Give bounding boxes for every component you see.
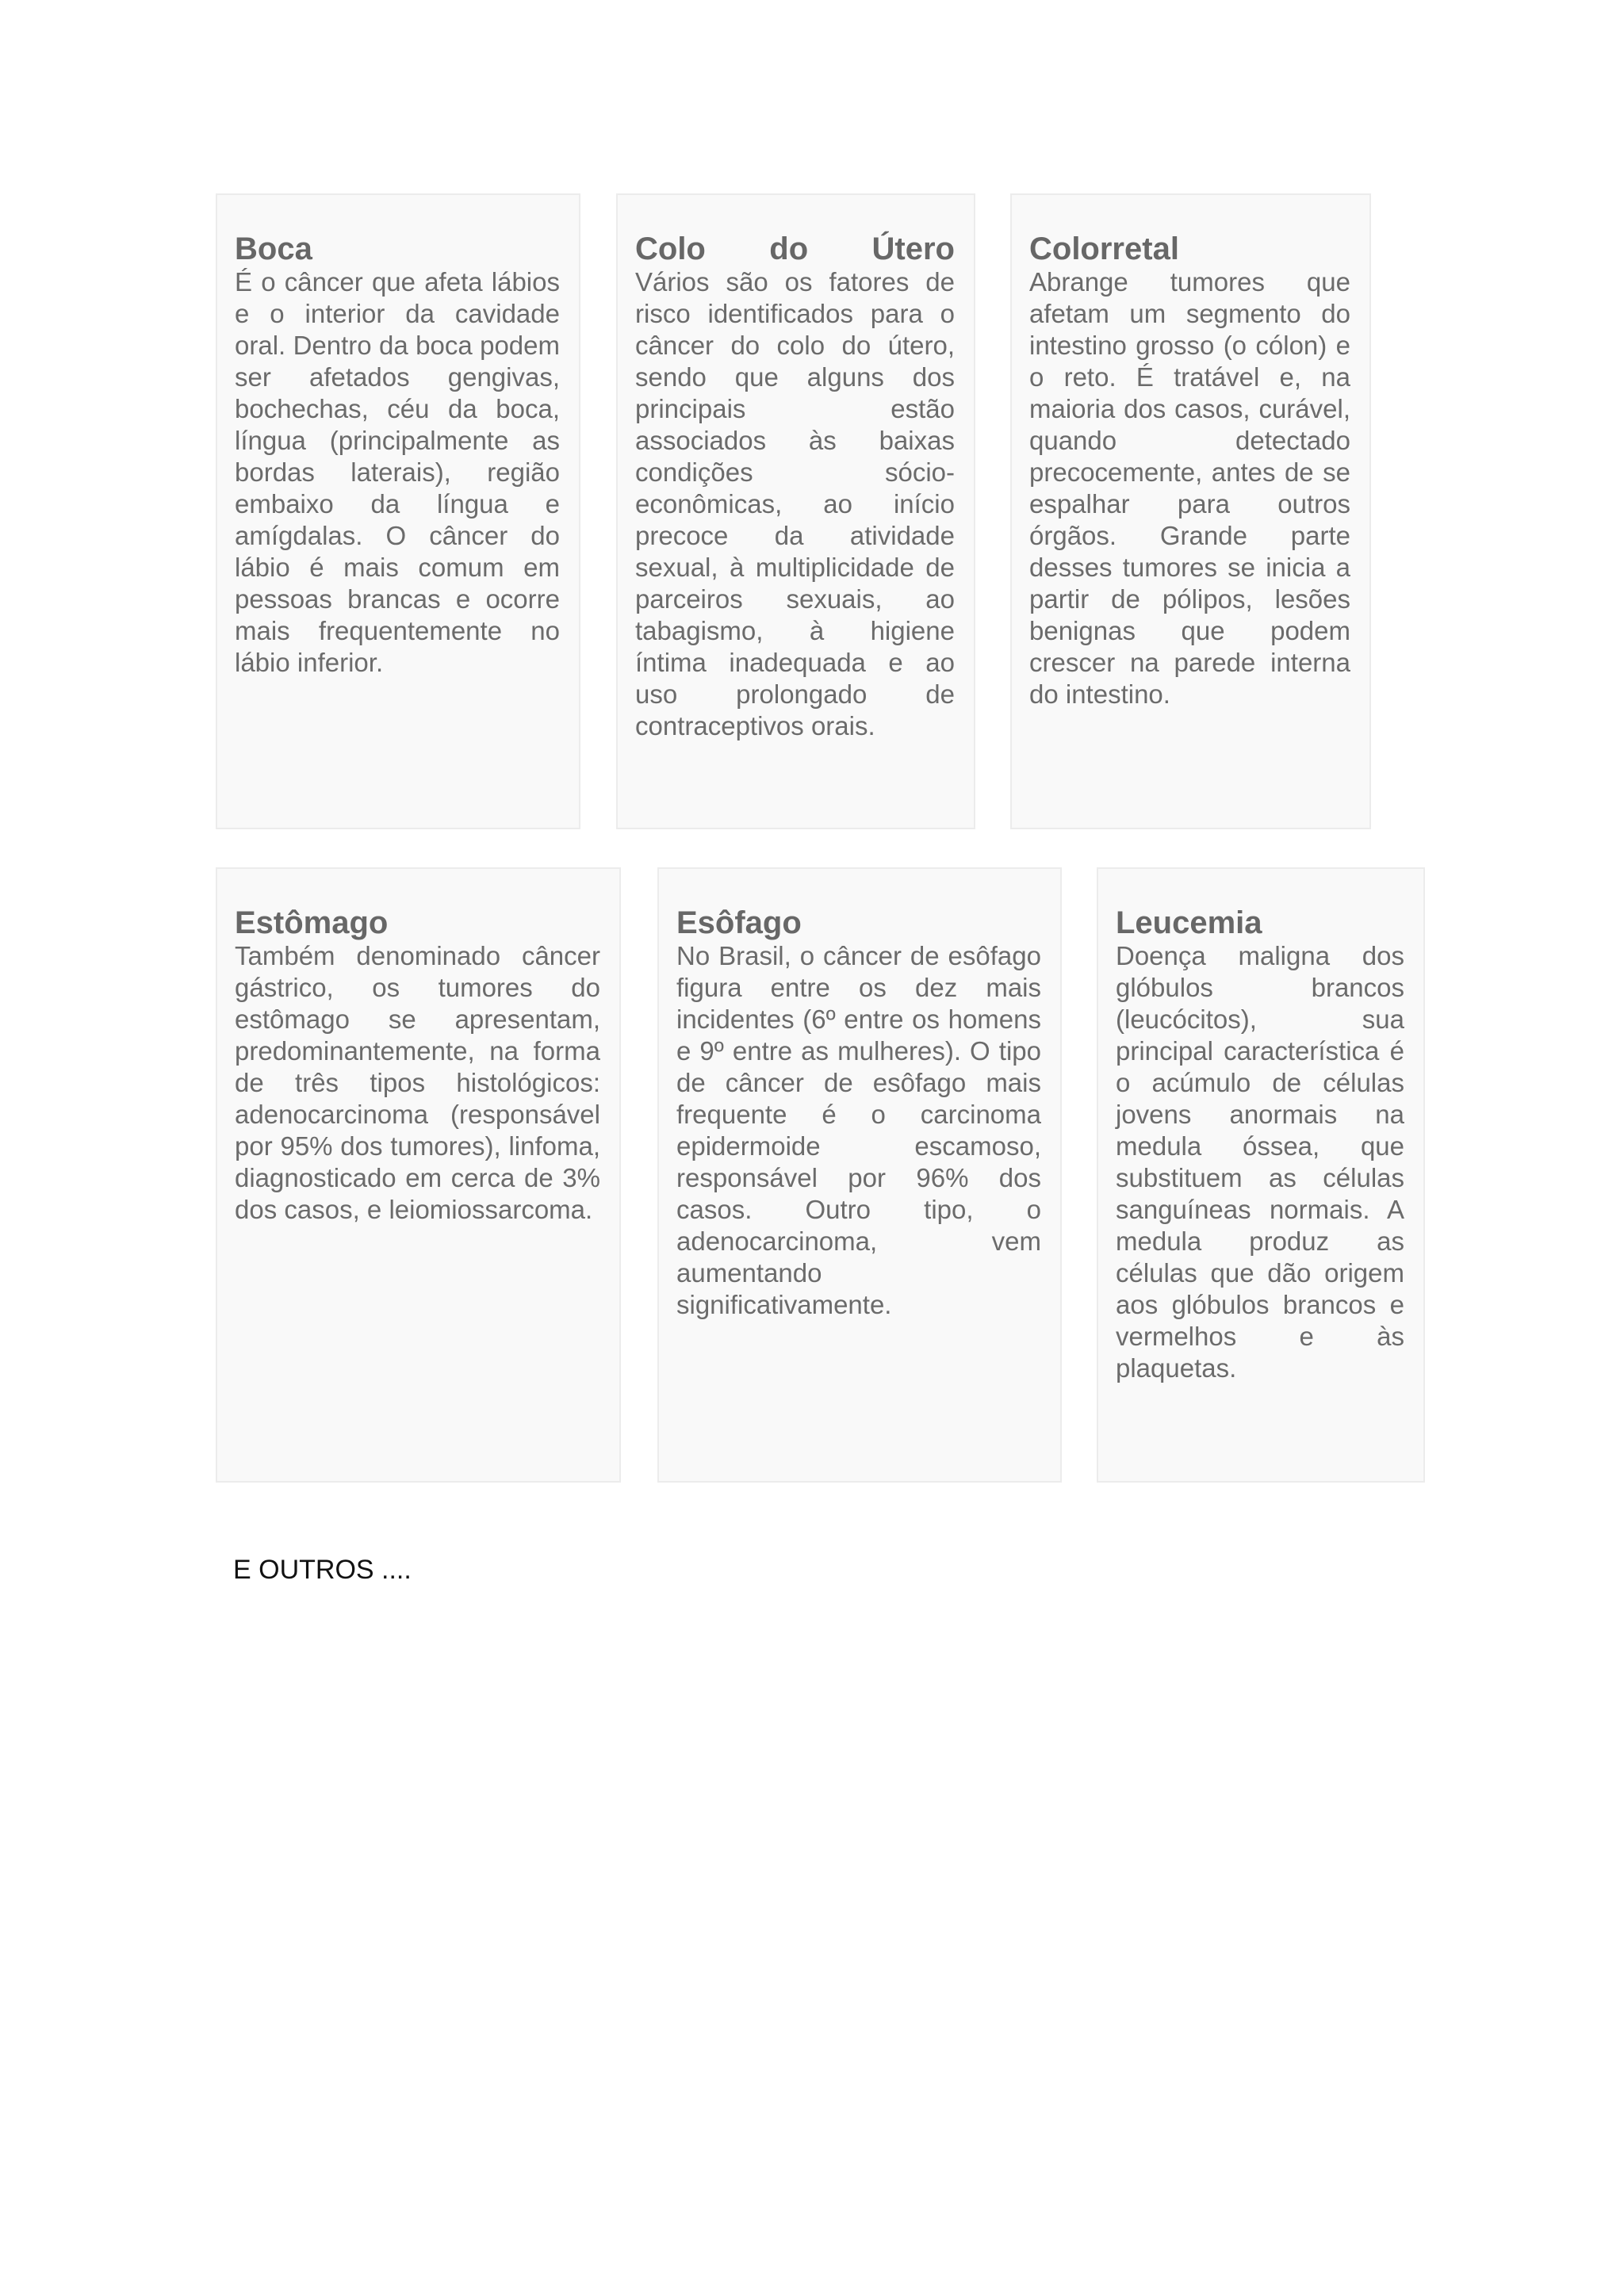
footer-note: E OUTROS .... [233, 1555, 412, 1585]
card-title: Leucemia [1116, 905, 1262, 940]
card-boca [216, 193, 580, 829]
card-title: Colorretal [1029, 232, 1179, 266]
card-leucemia [1097, 867, 1425, 1483]
card-body: Doença maligna dos glóbulos brancos (leucócitos), sua principal característica é o acúmulo de células jovens anormais na medula óssea, que substituem as células sanguíneas normais. A medula produz as células que dão origem aos glóbulos brancos e vermelhos e às plaquetas. [1116, 941, 1404, 1383]
card-body: Abrange tumores que afetam um segmento do intestino grosso (o cólon) e o reto. É tratável e, na maioria dos casos, curável, quando detectado precocemente, antes de se espalhar para outros órgãos. Grande parte desses tumores se inicia a partir de pólipos, lesões benignas que podem crescer na parede interna do intestino. [1029, 267, 1350, 709]
card-title: Colo do Útero [635, 232, 955, 266]
card-estomago [216, 867, 621, 1483]
card-colorretal [1010, 193, 1371, 829]
card-body: Também denominado câncer gástrico, os tumores do estômago se apresentam, predominantemente, na forma de três tipos histológicos: adenocarcinoma (responsável por 95% dos tumores), linfoma, diagnosticado em cerca de 3% dos casos, e leiomiossarcoma. [235, 941, 600, 1224]
card-body: Vários são os fatores de risco identificados para o câncer do colo do útero, sendo que alguns dos principais estão associados às baixas condições sócio-econômicas, ao início precoce da atividade sexual, à multiplicidade de parceiros sexuais, ao tabagismo, à higiene íntima inadequada e ao uso prolongado de contraceptivos orais. [635, 267, 955, 740]
card-title: Boca [235, 232, 312, 266]
card-title: Esôfago [676, 905, 802, 940]
card-title: Estômago [235, 905, 389, 940]
card-esofago [657, 867, 1062, 1483]
card-body: No Brasil, o câncer de esôfago figura entre os dez mais incidentes (6º entre os homens e 9º entre as mulheres). O tipo de câncer de esôfago mais frequente é o carcinoma epidermoide escamoso, responsável por 96% dos casos. Outro tipo, o adenocarcinoma, vem aumentando significativamente. [676, 941, 1041, 1319]
card-body: É o câncer que afeta lábios e o interior da cavidade oral. Dentro da boca podem ser afetados gengivas, bochechas, céu da boca, língua (principalmente as bordas laterais), região embaixo da língua e amígdalas. O câncer do lábio é mais comum em pessoas brancas e ocorre mais frequentemente no lábio inferior. [235, 267, 560, 677]
card-colo-do-utero [616, 193, 975, 829]
